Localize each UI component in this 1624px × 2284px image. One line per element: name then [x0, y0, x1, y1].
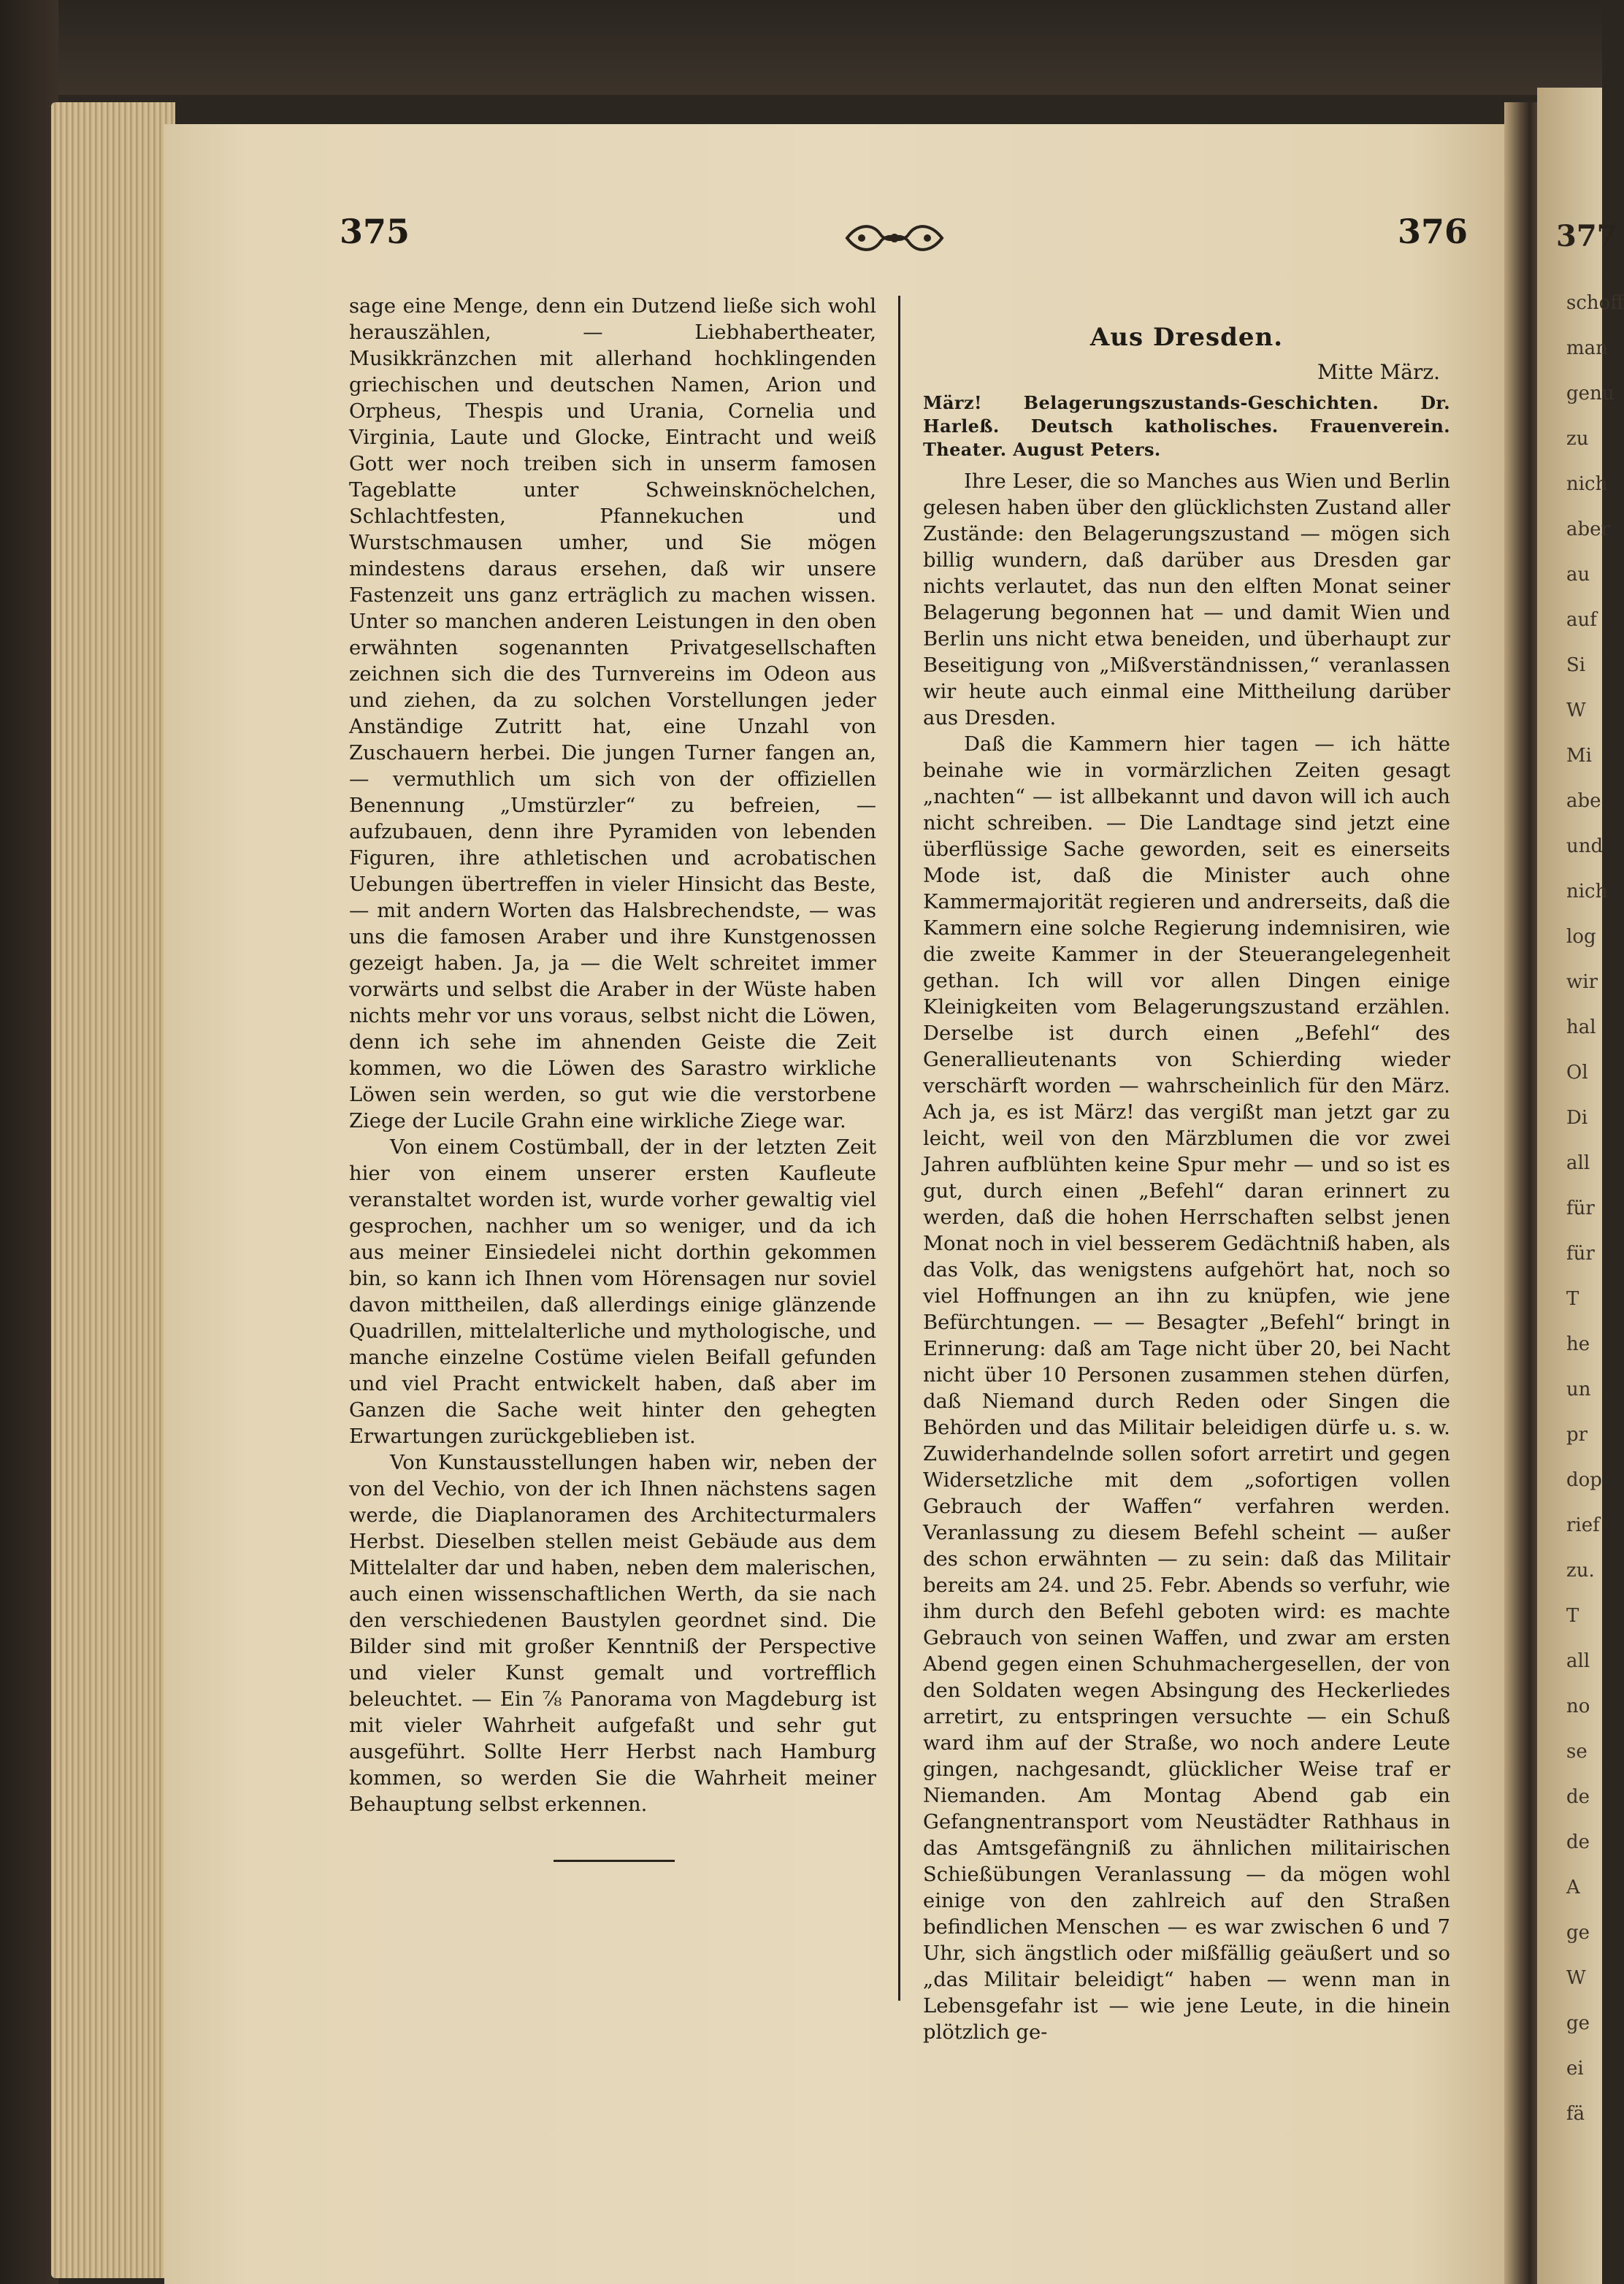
page-number-next: 377: [1556, 219, 1617, 253]
next-page-fragment: aber: [1566, 518, 1610, 540]
next-page-fragment: se: [1566, 1741, 1587, 1763]
next-page-fragment: de: [1566, 1831, 1590, 1853]
page-number-left: 375: [340, 212, 410, 251]
next-page-fragment: wir: [1566, 971, 1598, 993]
column-divider: [898, 296, 900, 2001]
section-end-rule: [554, 1860, 675, 1862]
next-page-fragment: zu.: [1566, 1560, 1595, 1582]
next-page-fragment: Mi: [1566, 745, 1592, 767]
next-page-fragment: ei: [1566, 2058, 1584, 2080]
next-page-fragment: dop: [1566, 1469, 1602, 1491]
next-page-fragment: he: [1566, 1333, 1590, 1355]
next-page-fragment: log: [1566, 926, 1596, 948]
next-page-fragment: rief: [1566, 1514, 1600, 1536]
next-page-fragment: schoff: [1566, 292, 1624, 314]
next-page-fragment: W: [1566, 1967, 1586, 1989]
book-gutter: [1504, 102, 1541, 2284]
next-page-fragment: für: [1566, 1243, 1595, 1265]
next-page-fragment: man: [1566, 337, 1608, 359]
next-page-fragment: T: [1566, 1288, 1579, 1310]
next-page-fragment: Si: [1566, 654, 1586, 676]
next-page-fragment: nich: [1566, 473, 1608, 495]
next-page-fragment: all: [1566, 1152, 1590, 1174]
next-page-fragment: für: [1566, 1197, 1595, 1219]
right-paragraph-1: Ihre Leser, die so Manches aus Wien und Berlin gelesen haben über den glücklichsten Zustand aller Zustände: den Belagerungszustand — mögen sich billig wundern, daß darüber aus Dresden gar nichts verlautet, das nun den elften Monat seiner Belagerung begonnen hat — und damit Wien und Berlin uns nicht etwa beneiden, und überhaupt zur Beseitigung von „Mißverständnissen,“ veranlassen wir heute auch einmal eine Mittheilung darüber aus Dresden.: [923, 470, 1450, 729]
next-page-fragment: zu: [1566, 428, 1589, 450]
next-page-fragment: auf: [1566, 609, 1597, 631]
header-ornament-icon: [840, 219, 949, 257]
left-paragraph-3: Von Kunstausstellungen haben wir, neben der von del Vechio, von der ich Ihnen nächstens sagen werde, die Diaplanoramen des Architecturmalers Herbst. Dieselben stellen meist Gebäude aus dem Mittelalter dar und haben, neben dem malerischen, auch einen wissenschaftlichen Werth, da sie nach den verschiedenen Baustylen geordnet sind. Die Bilder sind mit großer Kenntniß der Perspective und vieler Kunst gemalt und vortrefflich beleuchtet. — Ein ⅞ Panorama von Magdeburg ist mit vieler Wahrheit aufgefaßt und sehr gut ausgeführt. Sollte Herr Herbst nach Hamburg kommen, so werden Sie die Wahrheit meiner Behauptung selbst erkennen.: [349, 1452, 876, 1816]
next-page-fragment: fä: [1566, 2103, 1585, 2125]
next-page-fragment: un: [1566, 1379, 1591, 1400]
next-page-fragment: W: [1566, 700, 1586, 721]
next-page-fragment: au: [1566, 564, 1590, 586]
article-dateline: Mitte März.: [1317, 360, 1440, 384]
next-page-fragment: nich: [1566, 881, 1608, 903]
book-cover-top: [0, 0, 1602, 95]
next-page-fragment: ge: [1566, 1922, 1590, 1944]
left-column: [349, 294, 876, 1818]
next-page-fragment: abe: [1566, 790, 1601, 812]
next-page-fragment: und: [1566, 835, 1604, 857]
next-page-fragment: Ol: [1566, 1062, 1588, 1084]
right-column: [923, 321, 1450, 2046]
page-edges: [51, 102, 175, 2278]
page-number-right: 376: [1398, 212, 1468, 251]
book-cover-left: [0, 0, 58, 2284]
next-page-fragment: genu: [1566, 383, 1615, 405]
next-page-fragment: A: [1566, 1877, 1580, 1898]
next-page-fragment: Di: [1566, 1107, 1588, 1129]
next-page-fragment: de: [1566, 1786, 1590, 1808]
next-page-fragment: all: [1566, 1650, 1590, 1672]
article-summary: März! Belagerungszustands-Geschichten. Dr. Harleß. Deutsch katholisches. Frauenverein. Theater. August Peters.: [923, 392, 1450, 460]
left-paragraph-2: Von einem Costümball, der in der letzten Zeit hier von einem unserer ersten Kaufleute veranstaltet worden ist, wurde vorher gewaltig viel gesprochen, nachher um so weniger, und da ich aus meiner Einsiedelei nicht dorthin gekommen bin, so kann ich Ihnen vom Hörensagen nur soviel davon mittheilen, daß allerdings einige glänzende Quadrillen, mittelalterliche und mythologische, und manche einzelne Costüme vielen Beifall gefunden und viel Pracht entwickelt haben, daß aber im Ganzen die Sache weit hinter den gehegten Erwartungen zurückgeblieben ist.: [349, 1136, 876, 1448]
next-page-fragment: T: [1566, 1605, 1579, 1627]
next-page-fragment: pr: [1566, 1424, 1588, 1446]
article-heading: Aus Dresden.: [1089, 323, 1284, 352]
next-page-fragment: no: [1566, 1695, 1590, 1717]
left-paragraph-1: sage eine Menge, denn ein Dutzend ließe sich wohl herauszählen, — Liebhabertheater, Musikkränzchen mit allerhand hochklingenden griechischen und deutschen Namen, Arion und Orpheus, Thespis und Urania, Cornelia und Virginia, Laute und Glocke, Eintracht und weiß Gott wer noch treiben sich in unserm famosen Tageblatte unter Schweinsknöchelchen, Schlachtfesten, Pfannekuchen und Wurstschmausen umher, und Sie mögen mindestens daraus ersehen, daß wir unsere Fastenzeit uns ganz erträglich zu machen wissen. Unter so manchen anderen Leistungen in den oben erwähnten sogenannten Privatgesellschaften zeichnen sich die des Turnvereins im Odeon aus und ziehen, da zu solchen Vorstellungen jeder Anständige Zutritt hat, eine Unzahl von Zuschauern herbei. Die jungen Turner fangen an, — vermuthlich um sich von der offiziellen Benennung „Umstürzler“ zu befreien, — aufzubauen, denn ihre Pyramiden von lebenden Figuren, ihre athletischen und acrobatischen Uebungen übertreffen in vieler Hinsicht das Beste, — mit andern Worten das Halsbrechendste, — was uns die famosen Araber und ihre Kunstgenossen gezeigt haben. Ja, ja — die Welt schreitet immer vorwärts und selbst die Araber in der Wüste haben nichts mehr vor uns voraus, selbst nicht die Löwen, denn ich sehe im ahnenden Geiste die Zeit kommen, wo die Löwen des Sarastro wirkliche Löwen sein werden, so gut wie die verstorbene Ziege der Lucile Grahn eine wirkliche Ziege war.: [349, 295, 876, 1133]
next-page-fragment: hal: [1566, 1016, 1596, 1038]
right-paragraph-2: Daß die Kammern hier tagen — ich hätte beinahe wie in vormärzlichen Zeiten gesagt „nachten“ — ist allbekannt und davon will ich auch nicht schreiben. — Die Landtage sind jetzt eine überflüssige Sache geworden, seit es einerseits Mode ist, daß die Minister auch ohne Kammermajorität regieren und andrerseits, daß die Kammern eine solche Regierung indemnisiren, wie die zweite Kammer in der Steuerangelegenheit gethan. Ich will vor allen Dingen einige Kleinigkeiten vom Belagerungszustand erzählen. Derselbe ist durch einen „Befehl“ des Generallieutenants von Schierding wieder verschärft worden — wahrscheinlich für den März. Ach ja, es ist März! das vergißt man jetzt gar zu leicht, weil von den Märzblumen die vor zwei Jahren aufblühten keine Spur mehr — und so ist es gut, durch einen „Befehl“ daran erinnert zu werden, daß die hohen Herrschaften selbst jenen Monat noch in viel besserem Gedächtniß haben, als das Volk, das wenigstens aufgehört hat, noch so viel Hoffnungen an ihn zu knüpfen, wie jene Befürchtungen. — — Besagter „Befehl“ bringt in Erinnerung: daß am Tage nicht über 20, bei Nacht nicht über 10 Personen zusammen stehen dürfen, daß Niemand durch Reden oder Singen die Behörden und das Militair beleidigen dürfe u. s. w. Zuwiderhandelnde sollen sofort arretirt und gegen Widersetzliche mit dem „sofortigen vollen Gebrauch der Waffen“ verfahren werden. Veranlassung zu diesem Befehl scheint — außer des schon erwähnten — zu sein: daß das Militair bereits am 24. und 25. Febr. Abends so verfuhr, wie ihm durch den Befehl geboten wird: es machte Gebrauch von seinen Waffen, und zwar am ersten Abend gegen einen Schuhmachergesellen, der von den Soldaten wegen Absingung des Heckerliedes arretirt, zu entspringen versuchte — ein Schuß ward ihm auf der Straße, wo noch andere Leute gingen, nachgesandt, glücklicher Weise traf er Niemanden. Am Montag Abend gab ein Gefangnentransport vom Neustädter Rathhaus in das Amtsgefängniß zu ähnlichen militairischen Schießübungen Veranlassung — da mögen wohl einige von den zahlreich auf den Straßen befindlichen Menschen — es war zwischen 6 und 7 Uhr, sich ängstlich oder mißfällig geäußert und so „das Militair beleidigt“ haben — wenn man in Lebensgefahr ist — wie jene Leute, in die hinein plötzlich ge-: [923, 733, 1450, 2044]
next-page-edge: [1537, 88, 1624, 2284]
next-page-fragment: ge: [1566, 2012, 1590, 2034]
